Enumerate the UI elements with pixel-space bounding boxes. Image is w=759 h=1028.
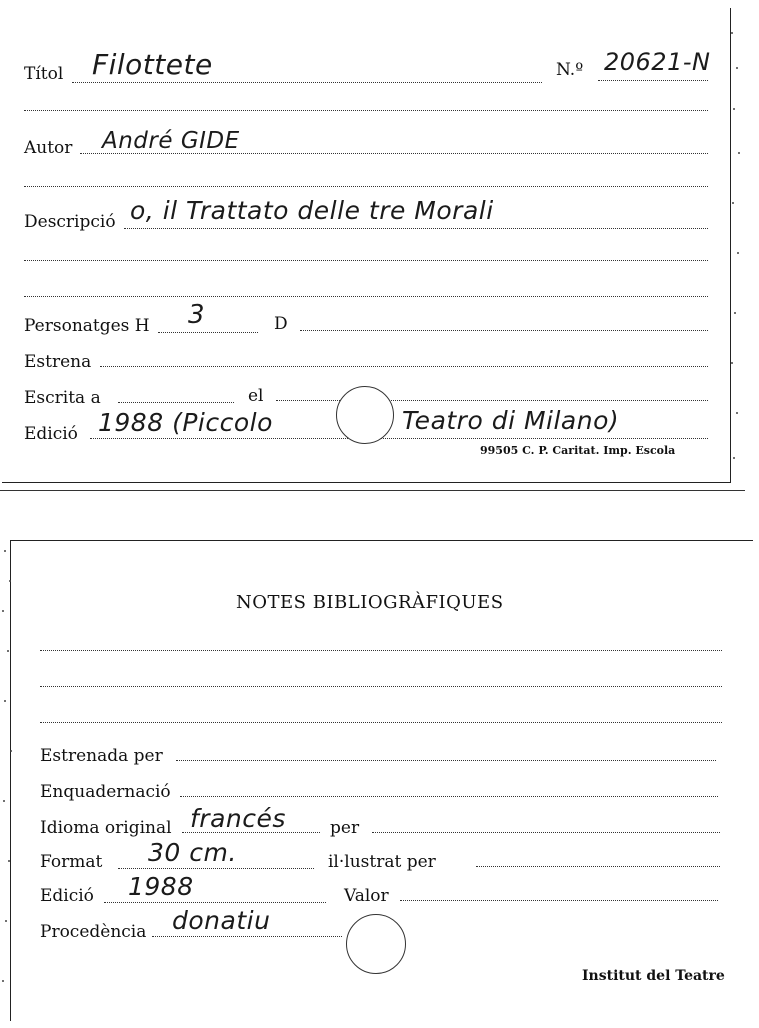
label-procedencia: Procedència [40, 922, 147, 942]
line-personatges-d [300, 330, 708, 331]
line-escrita-a [118, 402, 234, 403]
line-valor [400, 900, 718, 901]
value-procedencia: donatiu [172, 906, 271, 935]
label-descripcio: Descripció [24, 212, 116, 232]
line-personatges-h [158, 332, 258, 333]
value-idioma-original: francés [190, 804, 286, 833]
line-blank-7 [40, 722, 722, 723]
label-el: el [248, 386, 264, 406]
value-descripcio: o, il Trattato delle tre Morali [130, 196, 494, 225]
label-edicio-2: Edició [40, 886, 94, 906]
line-blank-6 [40, 686, 722, 687]
institution-name: Institut del Teatre [582, 968, 725, 984]
label-personatges: Personatges H [24, 316, 150, 336]
line-enquadernacio [180, 796, 718, 797]
line-estrena [100, 366, 708, 367]
value-autor: André GIDE [102, 128, 240, 154]
value-titol: Filottete [92, 48, 213, 81]
line-titol [72, 82, 542, 83]
punch-hole [336, 386, 394, 444]
line-blank-2 [24, 186, 708, 187]
card-edge-texture [728, 12, 742, 482]
label-format: Format [40, 852, 103, 872]
line-blank-5 [40, 650, 722, 651]
value-format: 30 cm. [148, 838, 237, 867]
line-format [118, 868, 314, 869]
value-edicio-2: 1988 [128, 872, 194, 901]
card-separator [0, 490, 745, 491]
label-numero: N.º [556, 60, 584, 80]
line-per [372, 832, 720, 833]
punch-hole [346, 914, 406, 974]
line-edicio [90, 438, 708, 439]
label-estrena: Estrena [24, 352, 92, 372]
printer-mark: 99505 C. P. Caritat. Imp. Escola [480, 444, 676, 457]
label-escrita-a: Escrita a [24, 388, 101, 408]
label-per: per [330, 818, 360, 838]
label-titol: Títol [24, 64, 64, 84]
line-procedencia [152, 936, 342, 937]
label-edicio: Edició [24, 424, 78, 444]
line-estrenada-per [176, 760, 716, 761]
value-edicio-b: Teatro di Milano) [402, 406, 620, 435]
line-blank-4 [24, 296, 708, 297]
card-edge-texture [0, 540, 14, 1020]
label-valor: Valor [344, 886, 389, 906]
label-enquadernacio: Enquadernació [40, 782, 171, 802]
line-il-lustrat-per [476, 866, 720, 867]
line-numero [598, 80, 708, 81]
line-blank-3 [24, 260, 708, 261]
notes-heading: NOTES BIBLIOGRÀFIQUES [236, 592, 504, 613]
line-edicio-2 [104, 902, 326, 903]
line-blank-1 [24, 110, 708, 111]
label-estrenada-per: Estrenada per [40, 746, 163, 766]
value-numero: 20621-N [604, 48, 711, 76]
value-personatges-h: 3 [188, 300, 206, 330]
line-descripcio [124, 228, 708, 229]
label-il-lustrat-per: il·lustrat per [328, 852, 436, 872]
label-personatges-d: D [274, 314, 288, 334]
value-edicio-a: 1988 (Piccolo [98, 408, 273, 437]
label-autor: Autor [24, 138, 73, 158]
label-idioma-original: Idioma original [40, 818, 172, 838]
